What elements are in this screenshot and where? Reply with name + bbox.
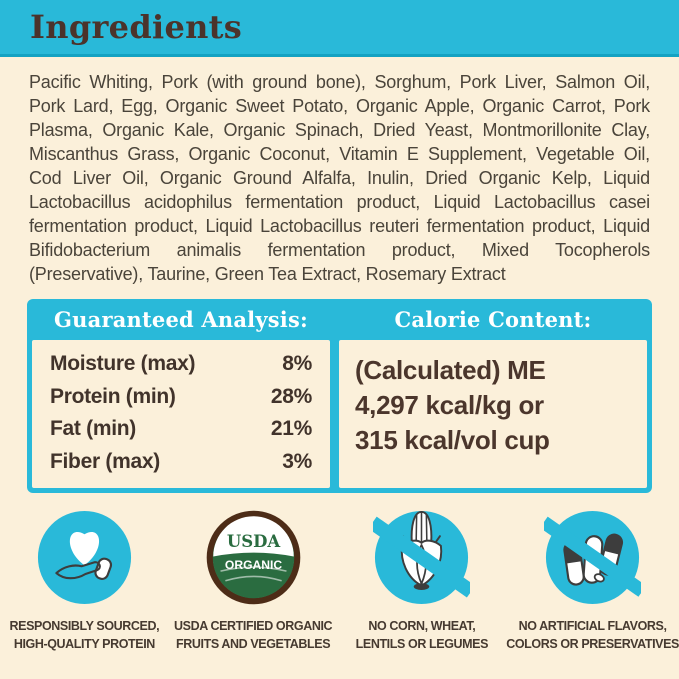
analysis-value: 28% [270,384,312,408]
guaranteed-analysis-panel [32,299,330,488]
badge-no-corn [337,509,506,653]
table-row [50,450,312,474]
page-title: Ingredients [30,8,243,46]
table-row [50,352,312,376]
heart-in-hand-icon [36,509,133,606]
no-pills-icon [544,509,641,606]
badge-usda-organic [169,509,338,653]
guaranteed-analysis-header [32,299,330,340]
calorie-content-body [339,340,647,488]
title-bar [0,0,679,57]
usda-organic-seal [205,509,302,606]
calorie-line: 315 kcal/vol cup [355,425,550,455]
no-corn-icon [373,509,470,606]
info-panels-container [27,299,652,493]
badge-caption: USDA CERTIFIED ORGANIC FRUITS AND VEGETABLES [174,619,333,651]
badge-responsibly-sourced [0,509,169,653]
analysis-value: 3% [282,449,312,473]
calorie-content-header [339,299,647,340]
analysis-label: Moisture (max) [50,352,196,376]
guaranteed-analysis-table [32,340,330,488]
calorie-line: 4,297 kcal/kg or [355,390,544,420]
analysis-label: Fiber (max) [50,449,160,473]
calorie-line: (Calculated) ME [355,355,546,385]
calorie-content-panel [339,299,647,488]
ingredients-paragraph: Pacific Whiting, Pork (with ground bone), Sorghum, Pork Liver, Salmon Oil, Pork Lard, Egg, Organic Sweet Potato, Organic Apple, Organic Carrot, Pork Plasma, Organic Kale, Organic Spinach, Dried Yeast, Montmorillonite Clay, Miscanthus Grass, Organic Coconut, Vitamin E Supplement, Vegetable Oil, Cod Liver Oil, Organic Ground Alfalfa, Inulin, Dried Organic Kelp, Liquid Lactobacillus acidophilus fermentation product, Liquid Lactobacillus casei fermentation product, Liquid Lactobacillus reuteri fermentation product, Liquid Bifidobacterium animalis fermentation product, Mixed Tocopherols (Preservative), Taurine, Green Tea Extract, Rosemary Extract [29,72,650,284]
table-row [50,417,312,441]
usda-seal-bottom-text: ORGANIC [224,558,282,573]
guaranteed-analysis-title: Guaranteed Analysis: [54,307,308,332]
badge-caption: NO CORN, WHEAT, LENTILS OR LEGUMES [355,619,489,651]
analysis-label: Fat (min) [50,417,136,441]
table-row [50,385,312,409]
usda-seal-top-text: USDA [226,531,280,551]
analysis-label: Protein (min) [50,384,176,408]
analysis-value: 21% [270,417,312,441]
calorie-content-title: Calorie Content: [394,307,592,332]
badge-no-artificial [506,509,679,653]
badge-caption: NO ARTIFICIAL FLAVORS, COLORS OR PRESERVATIVES [506,619,679,651]
badges-row [0,509,679,653]
badge-caption: RESPONSIBLY SOURCED, HIGH-QUALITY PROTEIN [9,619,160,651]
analysis-value: 8% [282,352,312,376]
